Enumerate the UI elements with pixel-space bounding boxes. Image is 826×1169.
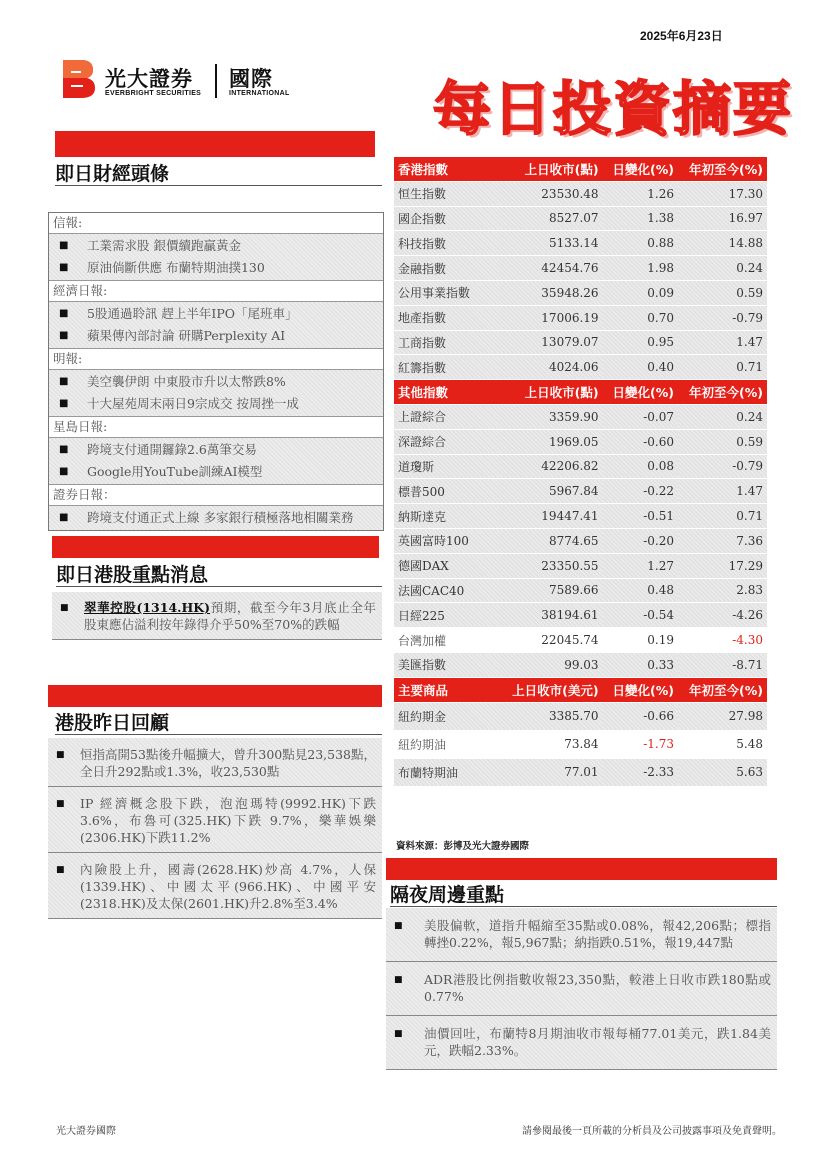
table-cell-value: 0.48 bbox=[603, 578, 678, 603]
table-cell-value: -1.73 bbox=[603, 730, 678, 758]
report-date: 2025年6月23日 bbox=[640, 29, 723, 43]
table-header-row bbox=[394, 380, 767, 405]
overnight-item: ■ ADR港股比例指數收報23,350點，較港上日收市跌180點或0.77% bbox=[386, 962, 777, 1016]
table-header-row bbox=[394, 157, 767, 181]
table-row bbox=[394, 305, 767, 330]
hk-review-title: 港股昨日回顧 bbox=[55, 708, 382, 735]
table-cell-value: 0.71 bbox=[678, 355, 767, 380]
table-cell-name: 紅籌指數 bbox=[394, 355, 500, 380]
table-cell-name: 科技指數 bbox=[394, 231, 500, 256]
table-row bbox=[394, 702, 767, 730]
table-cell-value: -0.20 bbox=[603, 528, 678, 553]
table-cell-value: 4024.06 bbox=[500, 355, 603, 380]
table-cell-value: 1.26 bbox=[603, 181, 678, 206]
square-bullet-icon: ■ bbox=[59, 512, 69, 523]
table-row bbox=[394, 730, 767, 758]
table-cell-value: 3359.90 bbox=[500, 404, 603, 429]
table-cell-value: -0.66 bbox=[603, 702, 678, 730]
table-cell-value: 42206.82 bbox=[500, 454, 603, 479]
square-bullet-icon: ■ bbox=[56, 750, 65, 760]
headline-item: ■ Google用YouTube訓練AI模型 bbox=[59, 464, 263, 479]
square-bullet-icon: ■ bbox=[59, 398, 69, 409]
table-cell-value: 8774.65 bbox=[500, 528, 603, 553]
table-cell-name: 日經225 bbox=[394, 603, 500, 628]
table-row bbox=[394, 652, 767, 677]
table-cell-value: 1.98 bbox=[603, 256, 678, 281]
table-cell-value: -4.26 bbox=[678, 603, 767, 628]
hk-news-box bbox=[52, 592, 382, 640]
table-cell-value: 22045.74 bbox=[500, 628, 603, 653]
table-cell-name: 深證綜合 bbox=[394, 429, 500, 454]
table-cell-value: 0.59 bbox=[678, 429, 767, 454]
logo-english-left: EVERBRIGHT SECURITIES bbox=[105, 90, 202, 97]
square-bullet-icon: ■ bbox=[59, 262, 69, 273]
source-items bbox=[49, 506, 383, 530]
table-cell-name: 法國CAC40 bbox=[394, 578, 500, 603]
table-cell-value: 17006.19 bbox=[500, 305, 603, 330]
table-cell-value: 5133.14 bbox=[500, 231, 603, 256]
square-bullet-icon: ■ bbox=[59, 444, 69, 455]
overnight-red-bar bbox=[386, 858, 777, 880]
headline-item: ■ 十大屋苑周末兩日9宗成交 按周挫一成 bbox=[59, 396, 299, 411]
source-name: 星島日報: bbox=[49, 417, 383, 438]
table-cell-value: 23530.48 bbox=[500, 181, 603, 206]
table-header-cell: 主要商品 bbox=[394, 677, 500, 702]
table-row bbox=[394, 231, 767, 256]
headline-item: ■ 跨境支付通開鑼錄2.6萬筆交易 bbox=[59, 442, 257, 457]
table-cell-value: 27.98 bbox=[678, 702, 767, 730]
everbright-logo-icon bbox=[57, 58, 97, 98]
table-cell-value: 0.59 bbox=[678, 280, 767, 305]
table-cell-name: 英國富時100 bbox=[394, 528, 500, 553]
logo-english-right: INTERNATIONAL bbox=[229, 90, 290, 97]
table-cell-value: 17.29 bbox=[678, 553, 767, 578]
table-row bbox=[394, 181, 767, 206]
table-header-cell: 年初至今(%) bbox=[678, 380, 767, 405]
table-cell-value: 0.40 bbox=[603, 355, 678, 380]
table-cell-name: 紐約期金 bbox=[394, 702, 500, 730]
table-cell-name: 地產指數 bbox=[394, 305, 500, 330]
square-bullet-icon: ■ bbox=[59, 376, 69, 387]
table-header-cell: 其他指數 bbox=[394, 380, 500, 405]
source-name: 證券日報： bbox=[49, 485, 383, 506]
table-row bbox=[394, 479, 767, 504]
table-cell-name: 上證綜合 bbox=[394, 404, 500, 429]
table-cell-value: 73.84 bbox=[500, 730, 603, 758]
table-header-cell: 上日收市(美元) bbox=[500, 677, 603, 702]
table-cell-value: -0.79 bbox=[678, 305, 767, 330]
hk-news-company: 翠華控股(1314.HK) bbox=[84, 600, 211, 615]
table-cell-value: 14.88 bbox=[678, 231, 767, 256]
footer-company: 光大證券國際 bbox=[56, 1126, 116, 1137]
square-bullet-icon: ■ bbox=[59, 240, 69, 251]
source-items bbox=[49, 370, 383, 417]
headlines-box bbox=[48, 212, 384, 531]
table-header-cell: 年初至今(%) bbox=[678, 677, 767, 702]
table-cell-value: 0.70 bbox=[603, 305, 678, 330]
table-cell-value: -2.33 bbox=[603, 758, 678, 786]
table-cell-value: -0.22 bbox=[603, 479, 678, 504]
table-cell-value: -8.71 bbox=[678, 652, 767, 677]
table-row bbox=[394, 454, 767, 479]
table-cell-value: 5967.84 bbox=[500, 479, 603, 504]
table-row bbox=[394, 206, 767, 231]
table-cell-value: 1969.05 bbox=[500, 429, 603, 454]
table-row bbox=[394, 628, 767, 653]
table-cell-value: 3385.70 bbox=[500, 702, 603, 730]
table-cell-value: 99.03 bbox=[500, 652, 603, 677]
overnight-item: ■ 油價回吐，布蘭特8月期油收市報每桶77.01美元，跌1.84美元，跌幅2.33%。 bbox=[386, 1016, 777, 1070]
hk-review-item: ■ IP 經濟概念股下跌，泡泡瑪特(9992.HK)下跌3.6%，布魯可(325.HK)下跌 9.7%，樂華娛樂(2306.HK)下跌11.2% bbox=[48, 787, 382, 853]
table-cell-name: 恒生指數 bbox=[394, 181, 500, 206]
table-cell-name: 納斯達克 bbox=[394, 504, 500, 529]
table-cell-value: 0.19 bbox=[603, 628, 678, 653]
table-header-row bbox=[394, 677, 767, 702]
table-cell-value: -0.79 bbox=[678, 454, 767, 479]
table-row bbox=[394, 280, 767, 305]
table-cell-value: 0.88 bbox=[603, 231, 678, 256]
hk-news-title: 即日港股重點消息 bbox=[56, 560, 382, 587]
headline-item: ■ 美空襲伊朗 中東股市升以太幣跌8% bbox=[59, 374, 286, 389]
table-row bbox=[394, 504, 767, 529]
hk-news-text: 預期，截至今年3月底止全年股東應佔溢利按年錄得介乎50%至70%的跌幅 bbox=[84, 600, 376, 632]
table-cell-value: 42454.76 bbox=[500, 256, 603, 281]
square-bullet-icon: ■ bbox=[60, 603, 69, 613]
table-header-cell: 年初至今(%) bbox=[678, 157, 767, 181]
table-row bbox=[394, 404, 767, 429]
table-cell-name: 標普500 bbox=[394, 479, 500, 504]
square-bullet-icon: ■ bbox=[59, 308, 69, 319]
source-name: 經濟日報: bbox=[49, 281, 383, 302]
table-header-cell: 上日收市(點) bbox=[500, 380, 603, 405]
headline-item: ■ 5股通過聆訊 趕上半年IPO「尾班車」 bbox=[59, 306, 298, 321]
market-table bbox=[394, 157, 767, 787]
table-cell-value: 1.47 bbox=[678, 479, 767, 504]
table-cell-value: 38194.61 bbox=[500, 603, 603, 628]
headline-item: ■ 工業需求股 銀價續跑贏黃金 bbox=[59, 238, 241, 253]
logo-divider bbox=[215, 64, 217, 98]
table-cell-value: 19447.41 bbox=[500, 504, 603, 529]
square-bullet-icon: ■ bbox=[56, 865, 65, 875]
logo-chinese-right: 國際 bbox=[229, 67, 273, 91]
table-cell-name: 工商指數 bbox=[394, 330, 500, 355]
source-items bbox=[49, 302, 383, 349]
table-cell-name: 紐約期油 bbox=[394, 730, 500, 758]
table-cell-value: 77.01 bbox=[500, 758, 603, 786]
table-cell-value: 0.33 bbox=[603, 652, 678, 677]
table-header-cell: 香港指數 bbox=[394, 157, 500, 181]
square-bullet-icon: ■ bbox=[394, 975, 403, 985]
table-cell-value: 2.83 bbox=[678, 578, 767, 603]
table-cell-value: 7589.66 bbox=[500, 578, 603, 603]
overnight-title: 隔夜周邊重點 bbox=[390, 880, 777, 907]
table-cell-value: 13079.07 bbox=[500, 330, 603, 355]
table-row bbox=[394, 603, 767, 628]
table-cell-value: -4.30 bbox=[678, 628, 767, 653]
headline-item: ■ 原油倘斷供應 布蘭特期油撲130 bbox=[59, 260, 265, 275]
hk-review-item: ■ 內險股上升，國壽(2628.HK)炒高 4.7%，人保(1339.HK)、中國太平(966.HK)、中國平安(2318.HK)及太保(2601.HK)升2.8%至3.4% bbox=[48, 853, 382, 919]
table-cell-value: 0.24 bbox=[678, 256, 767, 281]
table-row bbox=[394, 330, 767, 355]
square-bullet-icon: ■ bbox=[394, 1029, 403, 1039]
table-cell-value: 5.48 bbox=[678, 730, 767, 758]
source-note: 資料來源：彭博及光大證券國際 bbox=[396, 841, 530, 852]
table-cell-name: 布蘭特期油 bbox=[394, 758, 500, 786]
table-cell-value: 16.97 bbox=[678, 206, 767, 231]
hk-review-red-bar bbox=[48, 685, 382, 707]
table-cell-value: 0.09 bbox=[603, 280, 678, 305]
overnight-box bbox=[386, 908, 777, 1070]
table-row bbox=[394, 578, 767, 603]
table-cell-value: 1.47 bbox=[678, 330, 767, 355]
hk-news-item bbox=[52, 592, 382, 640]
hk-review-item: ■ 恒指高開53點後升幅擴大，曾升300點見23,538點，全日升292點或1.3%，收23,530點 bbox=[48, 738, 382, 787]
table-cell-name: 國企指數 bbox=[394, 206, 500, 231]
table-cell-value: 5.63 bbox=[678, 758, 767, 786]
headline-item: ■ 跨境支付通正式上線 多家銀行積極落地相關業務 bbox=[59, 510, 354, 525]
footer-disclaimer: 請參閱最後一頁所載的分析員及公司披露事項及免責聲明。 bbox=[522, 1126, 782, 1137]
square-bullet-icon: ■ bbox=[59, 466, 69, 477]
table-cell-name: 德國DAX bbox=[394, 553, 500, 578]
table-row bbox=[394, 553, 767, 578]
table-header-cell: 日變化(%) bbox=[603, 380, 678, 405]
headlines-title: 即日財經頭條 bbox=[55, 159, 382, 186]
table-cell-value: 0.08 bbox=[603, 454, 678, 479]
table-cell-value: -0.07 bbox=[603, 404, 678, 429]
table-cell-value: 0.95 bbox=[603, 330, 678, 355]
table-cell-value: -0.54 bbox=[603, 603, 678, 628]
table-header-cell: 日變化(%) bbox=[603, 677, 678, 702]
source-items bbox=[49, 438, 383, 485]
table-cell-value: 23350.55 bbox=[500, 553, 603, 578]
hk-review-box bbox=[48, 738, 382, 919]
source-name: 信報: bbox=[49, 213, 383, 234]
logo-chinese-left: 光大證券 bbox=[105, 67, 193, 91]
table-row bbox=[394, 256, 767, 281]
table-cell-name: 美匯指數 bbox=[394, 652, 500, 677]
table-row bbox=[394, 758, 767, 786]
overnight-item: ■ 美股偏軟，道指升幅縮至35點或0.08%，報42,206點；標指轉挫0.22%，報5,967點；納指跌0.51%，報19,447點 bbox=[386, 908, 777, 962]
source-name: 明報: bbox=[49, 349, 383, 370]
table-cell-value: 7.36 bbox=[678, 528, 767, 553]
table-cell-name: 金融指數 bbox=[394, 256, 500, 281]
table-cell-name: 道瓊斯 bbox=[394, 454, 500, 479]
source-items bbox=[49, 234, 383, 281]
table-cell-name: 台灣加權 bbox=[394, 628, 500, 653]
table-header-cell: 上日收市(點) bbox=[500, 157, 603, 181]
hk-news-red-bar bbox=[52, 536, 379, 558]
table-cell-value: 0.71 bbox=[678, 504, 767, 529]
square-bullet-icon: ■ bbox=[59, 330, 69, 341]
table-cell-value: -0.51 bbox=[603, 504, 678, 529]
table-cell-value: 35948.26 bbox=[500, 280, 603, 305]
square-bullet-icon: ■ bbox=[56, 799, 65, 809]
table-cell-value: 8527.07 bbox=[500, 206, 603, 231]
table-cell-value: -0.60 bbox=[603, 429, 678, 454]
table-row bbox=[394, 355, 767, 380]
table-cell-value: 17.30 bbox=[678, 181, 767, 206]
table-cell-value: 1.38 bbox=[603, 206, 678, 231]
table-cell-value: 1.27 bbox=[603, 553, 678, 578]
square-bullet-icon: ■ bbox=[394, 921, 403, 931]
table-row bbox=[394, 528, 767, 553]
table-cell-value: 0.24 bbox=[678, 404, 767, 429]
table-cell-name: 公用事業指數 bbox=[394, 280, 500, 305]
headline-item: ■ 蘋果傳內部討論 研購Perplexity AI bbox=[59, 328, 286, 343]
page-title: 每日投資摘要 bbox=[433, 75, 794, 143]
headlines-red-bar bbox=[55, 131, 375, 157]
table-header-cell: 日變化(%) bbox=[603, 157, 678, 181]
table-row bbox=[394, 429, 767, 454]
